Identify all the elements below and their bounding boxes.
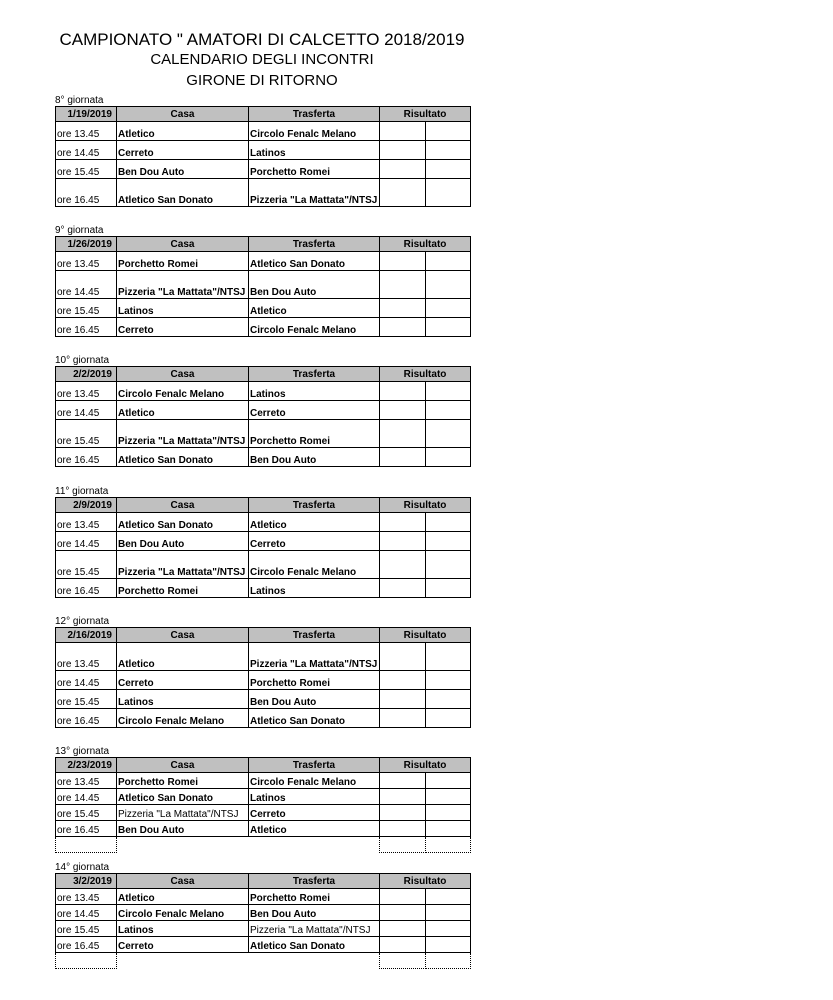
away-team: Circolo Fenalc Melano xyxy=(249,773,380,789)
away-team: Porchetto Romei xyxy=(249,889,380,905)
away-score-cell[interactable] xyxy=(426,122,471,141)
away-score-cell[interactable] xyxy=(426,318,471,337)
away-team: Ben Dou Auto xyxy=(249,690,380,709)
home-column-header: Casa xyxy=(117,367,249,382)
round-label: 8° giornata xyxy=(55,95,104,106)
home-team: Atletico xyxy=(117,889,249,905)
round-label: 11° giornata xyxy=(55,486,109,497)
match-row xyxy=(56,122,471,141)
blank-cell xyxy=(249,837,380,853)
home-team: Circolo Fenalc Melano xyxy=(117,905,249,921)
blank-cell xyxy=(426,837,471,853)
away-column-header: Trasferta xyxy=(249,367,380,382)
home-team: Latinos xyxy=(117,690,249,709)
match-row xyxy=(56,643,471,671)
home-score-cell[interactable] xyxy=(380,420,426,448)
match-row xyxy=(56,318,471,337)
round-block xyxy=(55,95,471,207)
home-score-cell[interactable] xyxy=(380,252,426,271)
home-team: Pizzeria "La Mattata"/NTSJ xyxy=(117,420,249,448)
home-score-cell[interactable] xyxy=(380,382,426,401)
home-score-cell[interactable] xyxy=(380,773,426,789)
header-row xyxy=(56,628,471,643)
match-time: ore 16.45 xyxy=(56,579,117,598)
match-row xyxy=(56,401,471,420)
away-score-cell[interactable] xyxy=(426,299,471,318)
match-row xyxy=(56,773,471,789)
home-team: Ben Dou Auto xyxy=(117,532,249,551)
match-row xyxy=(56,937,471,953)
away-team: Atletico xyxy=(249,299,380,318)
result-column-header: Risultato xyxy=(380,498,471,513)
match-row xyxy=(56,579,471,598)
home-score-cell[interactable] xyxy=(380,532,426,551)
home-team: Atletico San Donato xyxy=(117,179,249,207)
home-column-header: Casa xyxy=(117,237,249,252)
match-time: ore 14.45 xyxy=(56,905,117,921)
round-block xyxy=(55,355,471,467)
away-column-header: Trasferta xyxy=(249,107,380,122)
away-team: Circolo Fenalc Melano xyxy=(249,551,380,579)
away-score-cell[interactable] xyxy=(426,671,471,690)
away-score-cell[interactable] xyxy=(426,160,471,179)
match-time: ore 13.45 xyxy=(56,513,117,532)
blank-cell xyxy=(117,953,249,969)
match-time: ore 16.45 xyxy=(56,821,117,837)
result-column-header: Risultato xyxy=(380,758,471,773)
home-score-cell[interactable] xyxy=(380,789,426,805)
match-table xyxy=(55,873,471,969)
match-row xyxy=(56,532,471,551)
header-row xyxy=(56,367,471,382)
match-row xyxy=(56,299,471,318)
home-score-cell[interactable] xyxy=(380,401,426,420)
home-team: Porchetto Romei xyxy=(117,252,249,271)
away-team: Circolo Fenalc Melano xyxy=(249,122,380,141)
home-column-header: Casa xyxy=(117,628,249,643)
blank-cell xyxy=(56,837,117,853)
home-team: Pizzeria "La Mattata"/NTSJ xyxy=(117,271,249,299)
blank-cell xyxy=(380,837,426,853)
home-score-cell[interactable] xyxy=(380,579,426,598)
home-team: Pizzeria "La Mattata"/NTSJ xyxy=(117,805,249,821)
match-time: ore 15.45 xyxy=(56,160,117,179)
blank-cell xyxy=(117,837,249,853)
round-date: 2/2/2019 xyxy=(56,367,117,382)
round-block xyxy=(55,746,471,853)
match-time: ore 15.45 xyxy=(56,420,117,448)
home-team: Atletico San Donato xyxy=(117,448,249,467)
match-time: ore 16.45 xyxy=(56,448,117,467)
blank-cell xyxy=(426,953,471,969)
match-time: ore 14.45 xyxy=(56,789,117,805)
match-time: ore 15.45 xyxy=(56,299,117,318)
away-score-cell[interactable] xyxy=(426,937,471,953)
away-team: Atletico xyxy=(249,513,380,532)
away-team: Porchetto Romei xyxy=(249,671,380,690)
home-score-cell[interactable] xyxy=(380,299,426,318)
result-column-header: Risultato xyxy=(380,628,471,643)
match-row xyxy=(56,805,471,821)
blank-row xyxy=(56,953,471,969)
match-time: ore 14.45 xyxy=(56,141,117,160)
round-date: 1/19/2019 xyxy=(56,107,117,122)
blank-cell xyxy=(380,953,426,969)
match-time: ore 15.45 xyxy=(56,805,117,821)
away-team: Atletico San Donato xyxy=(249,709,380,728)
home-score-cell[interactable] xyxy=(380,671,426,690)
match-row xyxy=(56,179,471,207)
away-score-cell[interactable] xyxy=(426,382,471,401)
home-team: Atletico San Donato xyxy=(117,789,249,805)
away-score-cell[interactable] xyxy=(426,579,471,598)
home-column-header: Casa xyxy=(117,107,249,122)
home-score-cell[interactable] xyxy=(380,179,426,207)
match-time: ore 14.45 xyxy=(56,532,117,551)
home-team: Atletico xyxy=(117,643,249,671)
home-score-cell[interactable] xyxy=(380,318,426,337)
match-row xyxy=(56,921,471,937)
home-score-cell[interactable] xyxy=(380,513,426,532)
home-team: Circolo Fenalc Melano xyxy=(117,382,249,401)
away-team: Latinos xyxy=(249,382,380,401)
match-row xyxy=(56,448,471,467)
away-score-cell[interactable] xyxy=(426,141,471,160)
match-row xyxy=(56,252,471,271)
away-score-cell[interactable] xyxy=(426,401,471,420)
match-time: ore 15.45 xyxy=(56,921,117,937)
away-team: Pizzeria "La Mattata"/NTSJ xyxy=(249,921,380,937)
match-row xyxy=(56,905,471,921)
page-title: CAMPIONATO " AMATORI DI CALCETTO 2018/2019 xyxy=(59,30,465,49)
match-time: ore 13.45 xyxy=(56,252,117,271)
home-score-cell[interactable] xyxy=(380,905,426,921)
away-score-cell[interactable] xyxy=(426,420,471,448)
round-label: 9° giornata xyxy=(55,225,104,236)
match-row xyxy=(56,889,471,905)
home-score-cell[interactable] xyxy=(380,551,426,579)
away-team: Pizzeria "La Mattata"/NTSJ xyxy=(249,643,380,671)
match-time: ore 16.45 xyxy=(56,179,117,207)
home-team: Ben Dou Auto xyxy=(117,160,249,179)
home-team: Pizzeria "La Mattata"/NTSJ xyxy=(117,551,249,579)
away-score-cell[interactable] xyxy=(426,551,471,579)
away-score-cell[interactable] xyxy=(426,448,471,467)
round-date: 3/2/2019 xyxy=(56,874,117,889)
away-team: Porchetto Romei xyxy=(249,420,380,448)
match-row xyxy=(56,141,471,160)
header-row xyxy=(56,874,471,889)
match-time: ore 13.45 xyxy=(56,889,117,905)
round-date: 1/26/2019 xyxy=(56,237,117,252)
match-row xyxy=(56,420,471,448)
away-column-header: Trasferta xyxy=(249,758,380,773)
home-team: Circolo Fenalc Melano xyxy=(117,709,249,728)
match-table xyxy=(55,236,471,337)
match-row xyxy=(56,513,471,532)
away-score-cell[interactable] xyxy=(426,921,471,937)
away-team: Circolo Fenalc Melano xyxy=(249,318,380,337)
blank-row xyxy=(56,837,471,853)
away-team: Cerreto xyxy=(249,805,380,821)
match-table xyxy=(55,757,471,853)
match-table xyxy=(55,366,471,467)
match-table xyxy=(55,627,471,728)
away-team: Ben Dou Auto xyxy=(249,271,380,299)
home-team: Atletico xyxy=(117,122,249,141)
home-team: Latinos xyxy=(117,921,249,937)
round-label: 14° giornata xyxy=(55,862,110,873)
header-row xyxy=(56,498,471,513)
away-team: Atletico San Donato xyxy=(249,252,380,271)
result-column-header: Risultato xyxy=(380,107,471,122)
home-team: Porchetto Romei xyxy=(117,773,249,789)
match-time: ore 13.45 xyxy=(56,773,117,789)
away-score-cell[interactable] xyxy=(426,179,471,207)
away-score-cell[interactable] xyxy=(426,271,471,299)
away-column-header: Trasferta xyxy=(249,874,380,889)
away-score-cell[interactable] xyxy=(426,513,471,532)
home-team: Ben Dou Auto xyxy=(117,821,249,837)
home-score-cell[interactable] xyxy=(380,160,426,179)
home-team: Latinos xyxy=(117,299,249,318)
away-team: Latinos xyxy=(249,789,380,805)
match-row xyxy=(56,382,471,401)
away-team: Pizzeria "La Mattata"/NTSJ xyxy=(249,179,380,207)
home-score-cell[interactable] xyxy=(380,889,426,905)
home-team: Atletico San Donato xyxy=(117,513,249,532)
home-score-cell[interactable] xyxy=(380,805,426,821)
home-team: Porchetto Romei xyxy=(117,579,249,598)
away-score-cell[interactable] xyxy=(426,889,471,905)
round-date: 2/9/2019 xyxy=(56,498,117,513)
round-block xyxy=(55,616,471,728)
away-score-cell[interactable] xyxy=(426,690,471,709)
away-team: Ben Dou Auto xyxy=(249,448,380,467)
match-table xyxy=(55,497,471,598)
home-score-cell[interactable] xyxy=(380,271,426,299)
away-team: Cerreto xyxy=(249,401,380,420)
match-time: ore 16.45 xyxy=(56,318,117,337)
match-time: ore 13.45 xyxy=(56,122,117,141)
match-time: ore 16.45 xyxy=(56,709,117,728)
header-row xyxy=(56,237,471,252)
home-team: Cerreto xyxy=(117,671,249,690)
away-team: Latinos xyxy=(249,141,380,160)
result-column-header: Risultato xyxy=(380,874,471,889)
match-row xyxy=(56,709,471,728)
phase-title: GIRONE DI RITORNO xyxy=(186,72,338,89)
match-time: ore 15.45 xyxy=(56,551,117,579)
home-score-cell[interactable] xyxy=(380,448,426,467)
blank-cell xyxy=(249,953,380,969)
home-team: Cerreto xyxy=(117,318,249,337)
away-column-header: Trasferta xyxy=(249,237,380,252)
header-row xyxy=(56,107,471,122)
match-time: ore 16.45 xyxy=(56,937,117,953)
away-score-cell[interactable] xyxy=(426,789,471,805)
home-score-cell[interactable] xyxy=(380,921,426,937)
home-column-header: Casa xyxy=(117,874,249,889)
home-column-header: Casa xyxy=(117,498,249,513)
match-table xyxy=(55,106,471,207)
home-column-header: Casa xyxy=(117,758,249,773)
match-row xyxy=(56,789,471,805)
home-score-cell[interactable] xyxy=(380,821,426,837)
round-label: 10° giornata xyxy=(55,355,110,366)
page-subtitle: CALENDARIO DEGLI INCONTRI xyxy=(150,51,374,68)
away-team: Porchetto Romei xyxy=(249,160,380,179)
round-label: 13° giornata xyxy=(55,746,110,757)
match-row xyxy=(56,671,471,690)
round-label: 12° giornata xyxy=(55,616,110,627)
home-team: Cerreto xyxy=(117,141,249,160)
away-score-cell[interactable] xyxy=(426,252,471,271)
away-score-cell[interactable] xyxy=(426,773,471,789)
home-score-cell[interactable] xyxy=(380,690,426,709)
home-score-cell[interactable] xyxy=(380,141,426,160)
away-team: Atletico xyxy=(249,821,380,837)
match-time: ore 14.45 xyxy=(56,271,117,299)
match-time: ore 14.45 xyxy=(56,671,117,690)
header-row xyxy=(56,758,471,773)
match-time: ore 13.45 xyxy=(56,643,117,671)
away-score-cell[interactable] xyxy=(426,709,471,728)
away-score-cell[interactable] xyxy=(426,905,471,921)
home-team: Atletico xyxy=(117,401,249,420)
match-row xyxy=(56,271,471,299)
match-time: ore 14.45 xyxy=(56,401,117,420)
match-row xyxy=(56,551,471,579)
result-column-header: Risultato xyxy=(380,237,471,252)
match-time: ore 15.45 xyxy=(56,690,117,709)
result-column-header: Risultato xyxy=(380,367,471,382)
home-score-cell[interactable] xyxy=(380,937,426,953)
round-date: 2/16/2019 xyxy=(56,628,117,643)
away-column-header: Trasferta xyxy=(249,498,380,513)
match-row xyxy=(56,821,471,837)
match-row xyxy=(56,160,471,179)
away-score-cell[interactable] xyxy=(426,821,471,837)
round-date: 2/23/2019 xyxy=(56,758,117,773)
away-column-header: Trasferta xyxy=(249,628,380,643)
round-block xyxy=(55,862,471,969)
away-score-cell[interactable] xyxy=(426,805,471,821)
away-team: Atletico San Donato xyxy=(249,937,380,953)
away-team: Cerreto xyxy=(249,532,380,551)
home-team: Cerreto xyxy=(117,937,249,953)
home-score-cell[interactable] xyxy=(380,643,426,671)
round-block xyxy=(55,225,471,337)
match-time: ore 13.45 xyxy=(56,382,117,401)
round-block xyxy=(55,486,471,598)
blank-cell xyxy=(56,953,117,969)
match-row xyxy=(56,690,471,709)
home-score-cell[interactable] xyxy=(380,709,426,728)
away-score-cell[interactable] xyxy=(426,643,471,671)
away-team: Latinos xyxy=(249,579,380,598)
away-score-cell[interactable] xyxy=(426,532,471,551)
home-score-cell[interactable] xyxy=(380,122,426,141)
away-team: Ben Dou Auto xyxy=(249,905,380,921)
